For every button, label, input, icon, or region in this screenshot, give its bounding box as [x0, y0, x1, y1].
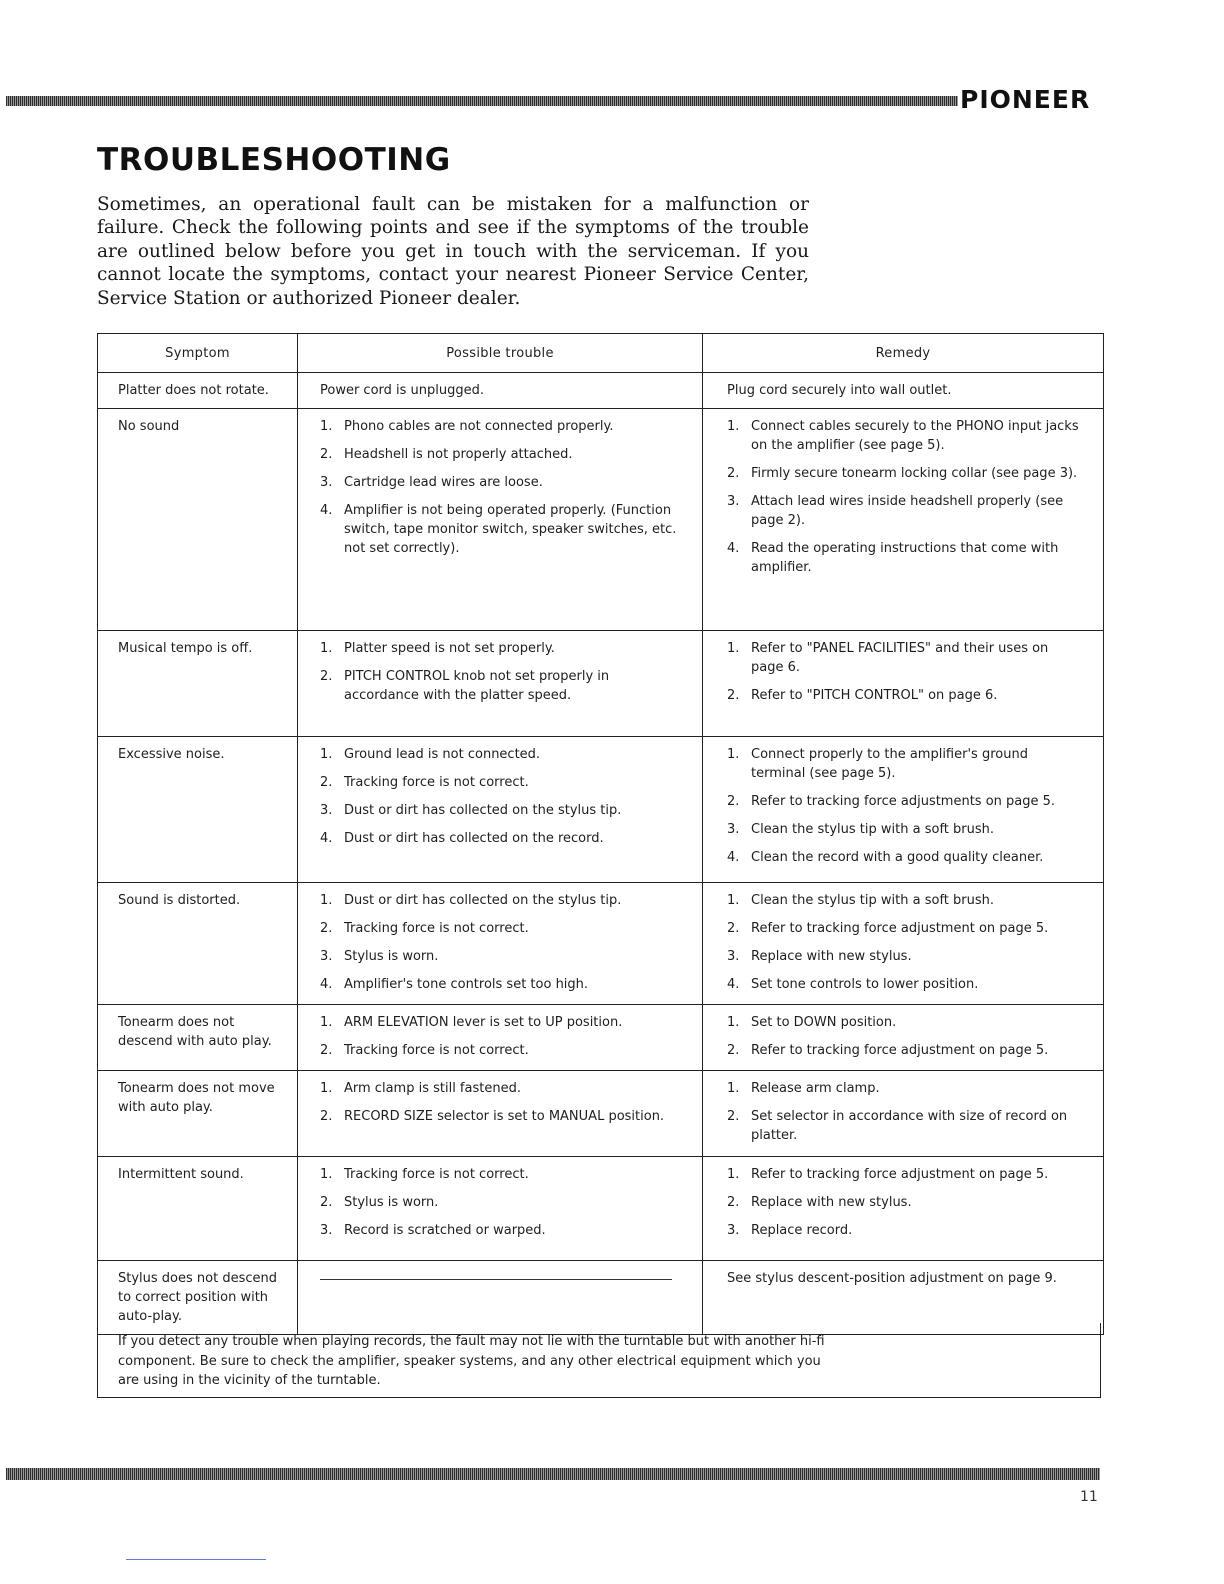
item-number: 3.	[727, 949, 740, 964]
item-text: Arm clamp is still fastened.	[344, 1081, 521, 1096]
footnote-box	[97, 1323, 1101, 1398]
item-text: Connect properly to the amplifier's ground terminal (see page 5).	[751, 747, 1028, 781]
item-text: Tracking force is not correct.	[344, 1043, 529, 1058]
symptom-cell: Excessive noise.	[98, 737, 298, 883]
item-number: 1.	[727, 1081, 740, 1096]
trouble-item	[320, 919, 688, 938]
item-number: 4.	[320, 503, 333, 518]
item-text: Refer to tracking force adjustments on page 5.	[751, 794, 1056, 809]
remedy-item	[727, 539, 1081, 577]
remedy-item	[727, 792, 1081, 811]
item-number: 4.	[320, 977, 333, 992]
item-text: Refer to tracking force adjustment on page 5.	[751, 921, 1049, 936]
remedy-item	[727, 745, 1081, 783]
remedy-cell	[703, 373, 1104, 409]
remedy-item	[727, 464, 1081, 483]
item-text: Power cord is unplugged.	[320, 383, 485, 398]
item-number: 3.	[320, 475, 333, 490]
item-text: Record is scratched or warped.	[344, 1223, 546, 1238]
remedy-item	[727, 1041, 1081, 1060]
trouble-item	[320, 473, 688, 492]
remedy-item	[727, 891, 1081, 910]
trouble-item	[320, 667, 688, 705]
pioneer-logo: PIONEER	[960, 85, 1091, 114]
trouble-item	[320, 639, 688, 658]
remedy-cell	[703, 1157, 1104, 1261]
dash-line	[320, 1279, 672, 1280]
trouble-item	[320, 1193, 688, 1212]
remedy-item	[727, 975, 1081, 994]
trouble-item	[320, 1041, 688, 1060]
item-text: Phono cables are not connected properly.	[344, 419, 614, 434]
item-number: 3.	[727, 822, 740, 837]
item-number: 4.	[727, 541, 740, 556]
remedy-item	[727, 686, 1081, 705]
item-number: 4.	[727, 977, 740, 992]
item-text: Replace with new stylus.	[751, 949, 912, 964]
table-row	[98, 737, 1104, 883]
possible-trouble-cell	[298, 631, 703, 737]
item-number: 2.	[320, 921, 333, 936]
remedy-cell	[703, 409, 1104, 631]
remedy-list	[727, 1079, 1081, 1145]
trouble-list	[320, 745, 688, 848]
remedy-list	[727, 381, 1081, 400]
trouble-item	[320, 1165, 688, 1184]
item-text: See stylus descent-position adjustment on page 9.	[727, 1271, 1057, 1286]
possible-trouble-cell	[298, 373, 703, 409]
remedy-item	[727, 1107, 1081, 1145]
intro-paragraph: Sometimes, an operational fault can be mistaken for a malfunction or failure. Check the following points and see if the symptoms of the trouble are outlined below before you get in touch with the serviceman. If you cannot locate the symptoms, contact your nearest Pioneer Service Center, Service Station or authorized Pioneer dealer.	[97, 194, 809, 309]
trouble-item	[320, 947, 688, 966]
item-text: ARM ELEVATION lever is set to UP position.	[344, 1015, 623, 1030]
item-text: Plug cord securely into wall outlet.	[727, 383, 952, 398]
item-text: Dust or dirt has collected on the record.	[344, 831, 604, 846]
item-text: Tracking force is not correct.	[344, 921, 529, 936]
item-text: Set to DOWN position.	[751, 1015, 897, 1030]
symptom-cell: Tonearm does not descend with auto play.	[98, 1005, 298, 1071]
remedy-item	[727, 848, 1081, 867]
item-number: 1.	[727, 1167, 740, 1182]
item-number: 1.	[727, 747, 740, 762]
trouble-item	[320, 1221, 688, 1240]
trouble-item	[320, 829, 688, 848]
symptom-cell: Sound is distorted.	[98, 883, 298, 1005]
item-number: 1.	[320, 747, 333, 762]
symptom-cell: Musical tempo is off.	[98, 631, 298, 737]
possible-trouble-cell	[298, 737, 703, 883]
header-symptom: Symptom	[98, 334, 298, 373]
item-number: 2.	[727, 1195, 740, 1210]
item-number: 2.	[320, 1043, 333, 1058]
trouble-list	[320, 639, 688, 705]
remedy-item	[727, 947, 1081, 966]
remedy-item	[727, 1221, 1081, 1240]
table-row	[98, 1005, 1104, 1071]
item-text: Connect cables securely to the PHONO input jacks on the amplifier (see page 5).	[751, 419, 1079, 453]
trouble-item	[320, 801, 688, 820]
possible-trouble-cell	[298, 883, 703, 1005]
remedy-cell	[703, 631, 1104, 737]
item-text: Dust or dirt has collected on the stylus tip.	[344, 893, 622, 908]
item-text: Set selector in accordance with size of record on platter.	[751, 1109, 1068, 1143]
remedy-item	[727, 1013, 1081, 1032]
remedy-item	[727, 1269, 1081, 1288]
item-text: Set tone controls to lower position.	[751, 977, 979, 992]
table-header-row	[98, 334, 1104, 373]
item-text: Amplifier's tone controls set too high.	[344, 977, 589, 992]
table-body	[98, 373, 1104, 1335]
remedy-list	[727, 1269, 1081, 1288]
trouble-item	[320, 1013, 688, 1032]
item-number: 1.	[727, 893, 740, 908]
trouble-item	[320, 1079, 688, 1098]
item-number: 2.	[320, 447, 333, 462]
item-number: 4.	[727, 850, 740, 865]
item-number: 1.	[727, 1015, 740, 1030]
item-number: 1.	[320, 1015, 333, 1030]
item-number: 1.	[320, 893, 333, 908]
trouble-item	[320, 445, 688, 464]
item-text: Release arm clamp.	[751, 1081, 880, 1096]
item-number: 3.	[320, 1223, 333, 1238]
header-band	[6, 96, 958, 106]
page-number: 11	[1080, 1489, 1098, 1505]
item-text: Clean the stylus tip with a soft brush.	[751, 893, 995, 908]
item-text: Headshell is not properly attached.	[344, 447, 573, 462]
item-text: Amplifier is not being operated properly. (Function switch, tape monitor switch, speaker switches, etc. not set correctly).	[344, 503, 677, 556]
item-text: Tracking force is not correct.	[344, 1167, 529, 1182]
remedy-list	[727, 417, 1081, 577]
item-text: RECORD SIZE selector is set to MANUAL position.	[344, 1109, 665, 1124]
trouble-item	[320, 501, 688, 558]
remedy-item	[727, 919, 1081, 938]
trouble-item	[320, 1107, 688, 1126]
remedy-list	[727, 1013, 1081, 1060]
item-text: Refer to tracking force adjustment on page 5.	[751, 1043, 1049, 1058]
item-number: 4.	[320, 831, 333, 846]
remedy-list	[727, 1165, 1081, 1240]
symptom-cell: Tonearm does not move with auto play.	[98, 1071, 298, 1157]
remedy-cell	[703, 737, 1104, 883]
item-number: 2.	[727, 688, 740, 703]
item-text: Cartridge lead wires are loose.	[344, 475, 543, 490]
item-number: 2.	[727, 1043, 740, 1058]
item-number: 1.	[320, 1167, 333, 1182]
header-possible-trouble: Possible trouble	[298, 334, 703, 373]
remedy-item	[727, 639, 1081, 677]
item-text: Clean the stylus tip with a soft brush.	[751, 822, 995, 837]
item-text: Stylus is worn.	[344, 1195, 439, 1210]
page-title: TROUBLESHOOTING	[97, 142, 451, 178]
trouble-list	[320, 1013, 688, 1060]
item-number: 2.	[727, 921, 740, 936]
possible-trouble-cell	[298, 1071, 703, 1157]
item-number: 2.	[727, 466, 740, 481]
symptom-cell: Intermittent sound.	[98, 1157, 298, 1261]
item-number: 2.	[320, 669, 333, 684]
scan-artifact-line	[126, 1559, 266, 1560]
remedy-item	[727, 1165, 1081, 1184]
trouble-item	[320, 773, 688, 792]
item-text: Replace with new stylus.	[751, 1195, 912, 1210]
trouble-item	[320, 975, 688, 994]
remedy-item	[727, 492, 1081, 530]
possible-trouble-cell	[298, 1157, 703, 1261]
troubleshooting-table	[97, 333, 1104, 1335]
remedy-item	[727, 381, 1081, 400]
item-text: Ground lead is not connected.	[344, 747, 541, 762]
remedy-list	[727, 745, 1081, 867]
table-row	[98, 409, 1104, 631]
trouble-list	[320, 1079, 688, 1126]
item-text: Read the operating instructions that come with amplifier.	[751, 541, 1059, 575]
possible-trouble-cell	[298, 1005, 703, 1071]
trouble-item	[320, 381, 688, 400]
symptom-cell: No sound	[98, 409, 298, 631]
item-text: Tracking force is not correct.	[344, 775, 529, 790]
item-number: 2.	[320, 1109, 333, 1124]
item-text: Clean the record with a good quality cleaner.	[751, 850, 1044, 865]
table-row	[98, 373, 1104, 409]
item-number: 1.	[320, 419, 333, 434]
item-text: Refer to "PANEL FACILITIES" and their uses on page 6.	[751, 641, 1049, 675]
item-text: Refer to tracking force adjustment on page 5.	[751, 1167, 1049, 1182]
item-text: Dust or dirt has collected on the stylus tip.	[344, 803, 622, 818]
remedy-item	[727, 1079, 1081, 1098]
remedy-item	[727, 417, 1081, 455]
item-number: 1.	[727, 641, 740, 656]
item-number: 2.	[727, 1109, 740, 1124]
trouble-list	[320, 891, 688, 994]
item-number: 1.	[320, 1081, 333, 1096]
table-row	[98, 883, 1104, 1005]
trouble-list	[320, 381, 688, 400]
symptom-cell: Stylus does not descend to correct position with auto-play.	[98, 1261, 298, 1335]
symptom-cell: Platter does not rotate.	[98, 373, 298, 409]
item-text: Replace record.	[751, 1223, 853, 1238]
item-number: 2.	[727, 794, 740, 809]
table-row	[98, 1071, 1104, 1157]
item-number: 3.	[727, 1223, 740, 1238]
table-row	[98, 631, 1104, 737]
remedy-cell	[703, 1071, 1104, 1157]
header-remedy: Remedy	[703, 334, 1104, 373]
footer-band	[6, 1468, 1100, 1480]
trouble-item	[320, 745, 688, 764]
table-row	[98, 1157, 1104, 1261]
item-number: 3.	[727, 494, 740, 509]
trouble-list	[320, 417, 688, 558]
remedy-item	[727, 1193, 1081, 1212]
item-number: 1.	[320, 641, 333, 656]
item-text: PITCH CONTROL knob not set properly in accordance with the platter speed.	[344, 669, 610, 703]
remedy-cell	[703, 883, 1104, 1005]
item-number: 2.	[320, 775, 333, 790]
footnote-text: If you detect any trouble when playing records, the fault may not lie with the turntable but with another hi-fi component. Be sure to check the amplifier, speaker systems, and any other electrical equipment which you are using in the vicinity of the turntable.	[118, 1334, 825, 1388]
item-text: Refer to "PITCH CONTROL" on page 6.	[751, 688, 998, 703]
remedy-item	[727, 820, 1081, 839]
remedy-list	[727, 639, 1081, 705]
remedy-cell	[703, 1005, 1104, 1071]
item-text: Stylus is worn.	[344, 949, 439, 964]
item-number: 1.	[727, 419, 740, 434]
item-text: Attach lead wires inside headshell properly (see page 2).	[751, 494, 1064, 528]
item-number: 3.	[320, 949, 333, 964]
trouble-item	[320, 891, 688, 910]
item-text: Firmly secure tonearm locking collar (see page 3).	[751, 466, 1078, 481]
item-number: 3.	[320, 803, 333, 818]
item-text: Platter speed is not set properly.	[344, 641, 555, 656]
item-number: 2.	[320, 1195, 333, 1210]
remedy-list	[727, 891, 1081, 994]
possible-trouble-cell	[298, 409, 703, 631]
trouble-list	[320, 1165, 688, 1240]
trouble-item	[320, 417, 688, 436]
